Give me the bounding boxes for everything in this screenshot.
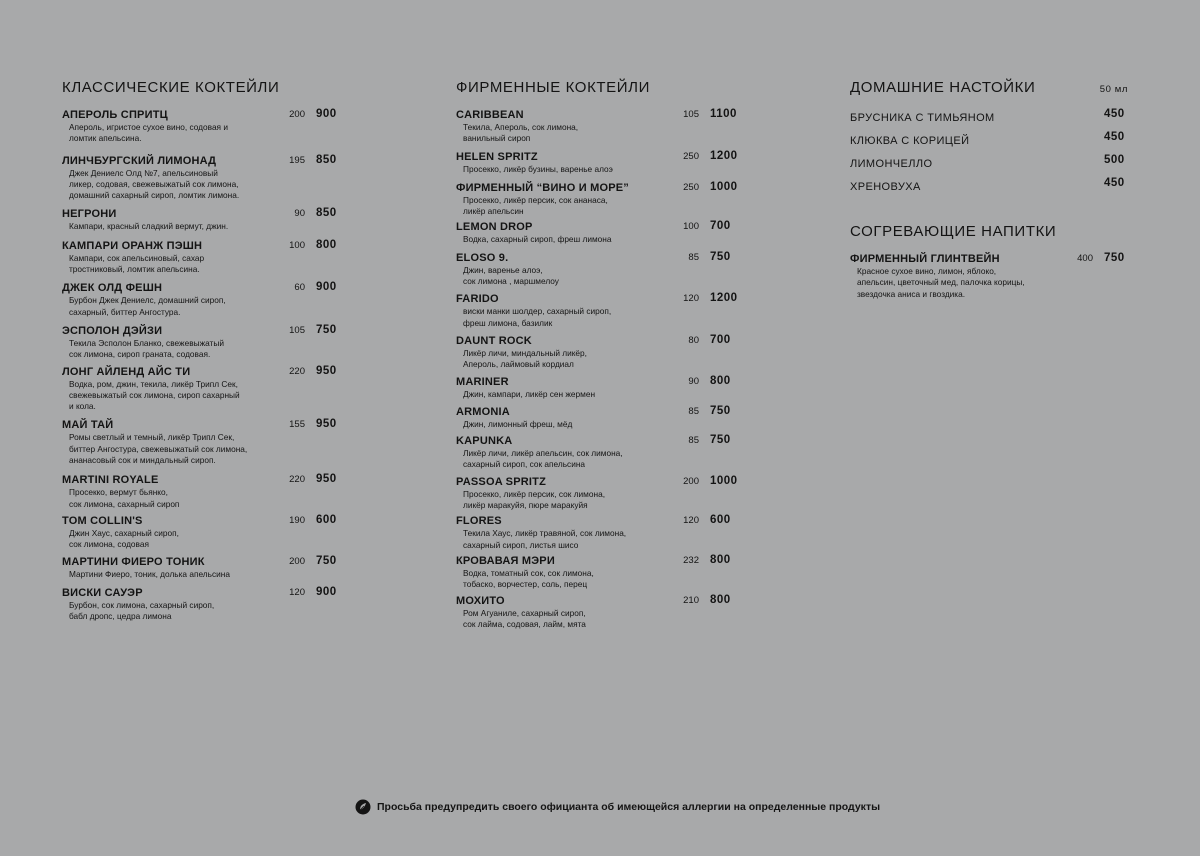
item-price: 1200 (710, 292, 738, 305)
menu-item (456, 150, 746, 175)
item-name: MARTINI ROYALE (62, 474, 159, 487)
item-name: ЭСПОЛОН ДЭЙЗИ (62, 324, 163, 337)
menu-item (62, 281, 352, 318)
item-name: KAPUNKA (456, 435, 513, 448)
menu-item (456, 181, 746, 218)
infusion-item (850, 177, 1140, 200)
item-volume: 220 (289, 365, 305, 377)
item-description: виски манки шолдер, сахарный сироп, фреш лимона, базилик (463, 306, 612, 328)
item-price: 500 (1104, 154, 1125, 166)
item-price: 950 (316, 364, 337, 377)
item-price: 850 (316, 153, 337, 166)
item-price: 1000 (710, 474, 738, 487)
menu-item (456, 475, 746, 512)
item-name: MARINER (456, 375, 509, 388)
section-title: КЛАССИЧЕСКИЕ КОКТЕЙЛИ (62, 79, 280, 96)
item-volume: 155 (289, 419, 305, 431)
item-description: Апероль, игристое сухое вино, содовая и ломтик апельсина. (69, 122, 228, 144)
item-name: ЛИМОНЧЕЛЛО (850, 158, 933, 170)
warming-drinks-section (850, 222, 1140, 300)
menu-item (456, 514, 746, 551)
allergy-notice (355, 799, 880, 815)
item-name: МАРТИНИ ФИЕРО ТОНИК (62, 555, 205, 568)
item-description: Просекко, ликёр персик, сок лимона, ликёр маракуйя, пюре маракуйя (463, 488, 606, 511)
menu-item (456, 554, 746, 591)
menu-item (456, 334, 746, 371)
item-name: КРОВАВАЯ МЭРИ (456, 554, 555, 567)
section-title: ФИРМЕННЫЕ КОКТЕЙЛИ (456, 79, 650, 96)
item-name: КАМПАРИ ОРАНЖ ПЭШН (62, 239, 203, 252)
warming-drinks-list (850, 252, 1140, 300)
item-description: Красное сухое вино, лимон, яблоко, апельсин, цветочный мед, палочка корицы, звездочка аниса и гвоздика. (857, 266, 1025, 299)
item-volume: 90 (688, 375, 699, 387)
item-volume: 400 (1077, 253, 1093, 264)
item-price: 450 (1104, 131, 1125, 143)
menu-item (62, 473, 352, 510)
item-name: КЛЮКВА С КОРИЦЕЙ (850, 135, 970, 147)
item-description: Водка, сахарный сироп, фреш лимона (463, 234, 612, 245)
item-volume: 105 (289, 324, 305, 336)
item-volume: 250 (683, 181, 699, 193)
menu-item (62, 514, 352, 551)
item-description: Джин Хаус, сахарный сироп, сок лимона, содовая (69, 527, 179, 550)
volume-note: 50 мл (1099, 84, 1128, 95)
item-volume: 60 (294, 282, 305, 294)
classic-cocktails-list (62, 108, 352, 622)
item-name: НЕГРОНИ (62, 208, 117, 221)
item-price: 900 (316, 108, 337, 120)
item-volume: 90 (294, 208, 305, 220)
item-name: FARIDO (456, 293, 499, 306)
menu-item (456, 434, 746, 471)
item-volume: 190 (289, 514, 305, 526)
menu-item (456, 108, 746, 145)
item-price: 800 (710, 553, 731, 566)
item-description: Ромы светлый и темный, ликёр Трипл Сек, биттер Ангостура, свежевыжатый сок лимона, ананасовый сок и миндальный сироп. (69, 432, 248, 466)
item-name: FLORES (456, 515, 502, 528)
item-name: TOM COLLIN'S (62, 514, 143, 527)
menu-item (62, 324, 352, 361)
item-volume: 120 (683, 515, 699, 527)
item-price: 700 (710, 220, 731, 233)
menu-item (456, 220, 746, 245)
item-description: Кампари, сок апельсиновый, сахар тростниковый, ломтик апельсина. (69, 252, 205, 275)
menu-item (456, 594, 746, 631)
item-name: МАЙ ТАЙ (62, 419, 114, 432)
item-price: 800 (316, 238, 337, 251)
allergy-icon (355, 799, 371, 815)
item-description: Водка, ром, джин, текила, ликёр Трипл Сек, свежевыжатый сок лимона, сироп сахарный и кола. (69, 378, 240, 412)
item-name: ELOSO 9. (456, 251, 509, 264)
item-price: 450 (1104, 177, 1125, 189)
item-volume: 85 (688, 435, 699, 447)
menu-item (850, 252, 1140, 300)
item-description: Водка, томатный сок, сок лимона, тобаско, ворчестер, соль, перец (463, 567, 594, 590)
item-description: Мартини Фиеро, тоник, долька апельсина (69, 568, 230, 579)
item-price: 900 (316, 281, 337, 294)
item-description: Джин, лимонный фреш, мёд (463, 418, 573, 429)
item-name: ФИРМЕННЫЙ ГЛИНТВЕЙН (850, 253, 1000, 265)
item-volume: 80 (688, 334, 699, 346)
infusion-item (850, 131, 1140, 154)
item-description: Кампари, красный сладкий вермут, джин. (69, 221, 229, 232)
item-price: 750 (316, 554, 337, 567)
item-volume: 200 (683, 475, 699, 487)
item-description: Бурбон Джек Дениелс, домашний сироп, сахарный, биттер Ангостура. (69, 295, 226, 317)
menu-item (456, 405, 746, 430)
item-volume: 232 (683, 554, 699, 566)
section-title: СОГРЕВАЮЩИЕ НАПИТКИ (850, 223, 1057, 240)
item-price: 1100 (710, 108, 737, 120)
item-price: 950 (316, 473, 337, 486)
signature-cocktails-section (456, 78, 746, 633)
item-description: Бурбон, сок лимона, сахарный сироп, бабл дропс, цедра лимона (69, 599, 215, 622)
item-description: Ликёр личи, ликёр апельсин, сок лимона, сахарный сироп, сок апельсина (463, 448, 623, 470)
item-price: 750 (710, 434, 731, 447)
item-price: 750 (710, 250, 731, 263)
item-name: ДЖЕК ОЛД ФЕШН (62, 282, 163, 295)
menu-item (62, 154, 352, 202)
item-name: CARIBBEAN (456, 109, 524, 121)
menu-item (456, 251, 746, 288)
item-description: Ликёр личи, миндальный ликёр, Апероль, лаймовый кордиал (463, 347, 587, 370)
infusion-item (850, 108, 1140, 131)
infusion-item (850, 154, 1140, 177)
signature-cocktails-list (456, 108, 746, 630)
allergy-text: Просьба предупредить своего официанта об имеющейся аллергии на определенные продукты (377, 801, 881, 813)
item-name: МОХИТО (456, 594, 505, 607)
item-volume: 195 (289, 154, 305, 166)
item-price: 600 (710, 514, 731, 527)
infusions-list (850, 108, 1140, 200)
menu-item (62, 555, 352, 580)
item-volume: 120 (683, 293, 699, 305)
menu-item (62, 239, 352, 276)
item-price: 800 (710, 374, 731, 387)
right-column (850, 78, 1140, 306)
menu-item (62, 418, 352, 466)
item-description: Джин, кампари, ликёр сен жермен (463, 388, 596, 399)
item-volume: 85 (688, 251, 699, 263)
item-description: Джин, варенье алоэ, сок лимона , маршмелоу (463, 264, 559, 287)
item-name: ЛИНЧБУРГСКИЙ ЛИМОНАД (62, 154, 217, 167)
menu-item (456, 375, 746, 400)
item-price: 750 (316, 323, 337, 336)
item-price: 700 (710, 333, 731, 346)
item-price: 450 (1104, 108, 1125, 120)
item-description: Просекко, ликёр персик, сок ананаса, ликёр апельсин (463, 194, 608, 217)
item-price: 800 (710, 593, 731, 606)
section-title (850, 78, 1140, 98)
item-price: 600 (316, 513, 337, 526)
item-volume: 250 (683, 150, 699, 162)
item-price: 750 (1104, 252, 1125, 264)
menu-item (62, 207, 352, 232)
item-description: Текила Хаус, ликёр травяной, сок лимона, сахарный сироп, листья шисо (463, 528, 627, 550)
infusions-title: ДОМАШНИЕ НАСТОЙКИ (850, 79, 1036, 96)
item-description: Ром Агуаниле, сахарный сироп, сок лайма, содовая, лайм, мята (463, 607, 586, 629)
item-name: DAUNT ROCK (456, 334, 532, 347)
item-name: LEMON DROP (456, 221, 533, 234)
item-name: ЛОНГ АЙЛЕНД АЙС ТИ (62, 365, 191, 378)
item-name: ВИСКИ САУЭР (62, 586, 143, 599)
item-volume: 210 (683, 594, 699, 606)
item-volume: 200 (289, 109, 305, 120)
menu-item (62, 586, 352, 623)
item-volume: 120 (289, 586, 305, 598)
item-price: 1200 (710, 149, 738, 162)
item-name: HELEN SPRITZ (456, 150, 538, 163)
menu-item (62, 108, 352, 145)
item-name: БРУСНИКА С ТИМЬЯНОМ (850, 112, 995, 124)
item-price: 950 (316, 418, 337, 431)
item-volume: 220 (289, 474, 305, 486)
item-description: Текила, Апероль, сок лимона, ванильный сироп (463, 122, 579, 144)
item-volume: 200 (289, 555, 305, 567)
item-name: АПЕРОЛЬ СПРИТЦ (62, 109, 168, 121)
item-description: Текила Эсполон Бланко, свежевыжатый сок лимона, сироп граната, содовая. (69, 337, 224, 360)
menu-item (62, 365, 352, 413)
item-name: ARMONIA (456, 405, 510, 418)
item-volume: 100 (289, 239, 305, 251)
infusions-section (850, 78, 1140, 200)
item-description: Просекко, вермут бьянко, сок лимона, сахарный сироп (69, 487, 180, 509)
item-name: ФИРМЕННЫЙ “ВИНО И МОРЕ” (456, 181, 629, 194)
item-price: 1000 (710, 180, 738, 193)
item-price: 750 (710, 404, 731, 417)
item-volume: 100 (683, 221, 699, 233)
item-name: PASSOA SPRITZ (456, 475, 546, 488)
item-volume: 105 (683, 109, 699, 120)
item-description: Джек Дениелс Олд №7, апельсиновый ликер, содовая, свежевыжатый сок лимона, домашний сахарный сироп, ломтик лимона. (69, 167, 240, 201)
item-volume: 85 (688, 405, 699, 417)
menu-item (456, 292, 746, 329)
classic-cocktails-section (62, 78, 352, 628)
item-description: Просекко, ликёр бузины, варенье алоэ (463, 163, 613, 174)
item-price: 850 (316, 207, 337, 220)
item-price: 900 (316, 585, 337, 598)
item-name: ХРЕНОВУХА (850, 181, 921, 193)
